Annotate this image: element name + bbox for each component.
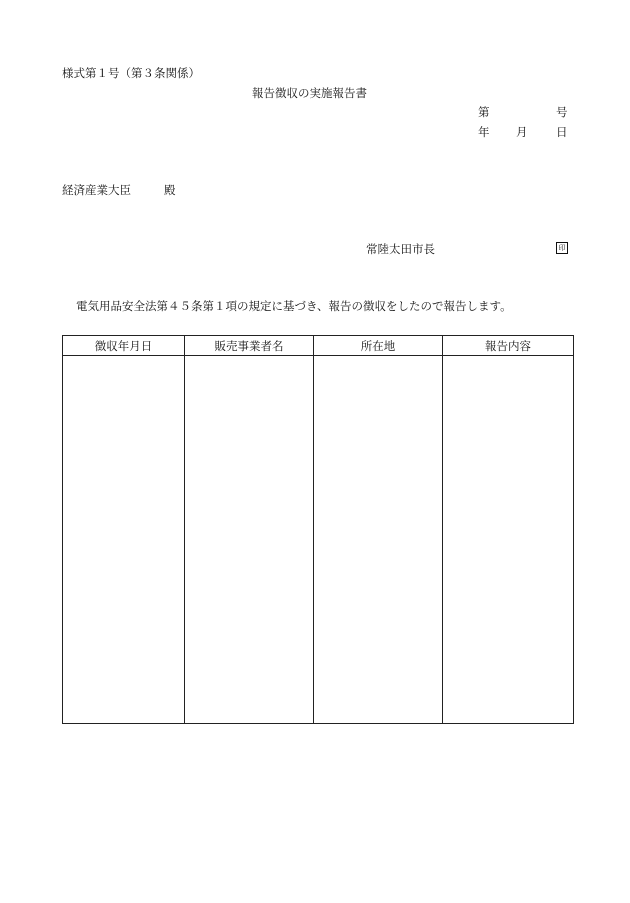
cell-collection-date[interactable] [63,356,185,724]
day-label: 日 [556,125,568,139]
seal-icon: 印 [556,242,568,254]
issuer: 常陸太田市長 [366,242,435,256]
year-label: 年 [478,125,490,139]
document-title: 報告徴収の実施報告書 [252,86,367,100]
report-table [62,335,574,724]
cell-seller-name[interactable] [185,356,314,724]
cell-report-content[interactable] [443,356,574,724]
cell-location[interactable] [314,356,443,724]
table-header-row [63,336,574,356]
addressee: 経済産業大臣 [62,183,131,197]
table-row [63,356,574,724]
header-location: 所在地 [314,336,443,356]
header-report-content: 報告内容 [443,336,574,356]
header-collection-date: 徴収年月日 [63,336,185,356]
header-seller-name: 販売事業者名 [185,336,314,356]
month-label: 月 [516,125,528,139]
number-label: 第 [478,105,490,119]
honorific: 殿 [164,183,176,197]
number-suffix: 号 [556,105,568,119]
body-text: 電気用品安全法第４５条第１項の規定に基づき、報告の徴収をしたので報告します。 [76,299,512,313]
form-id: 様式第１号（第３条関係） [62,66,200,80]
